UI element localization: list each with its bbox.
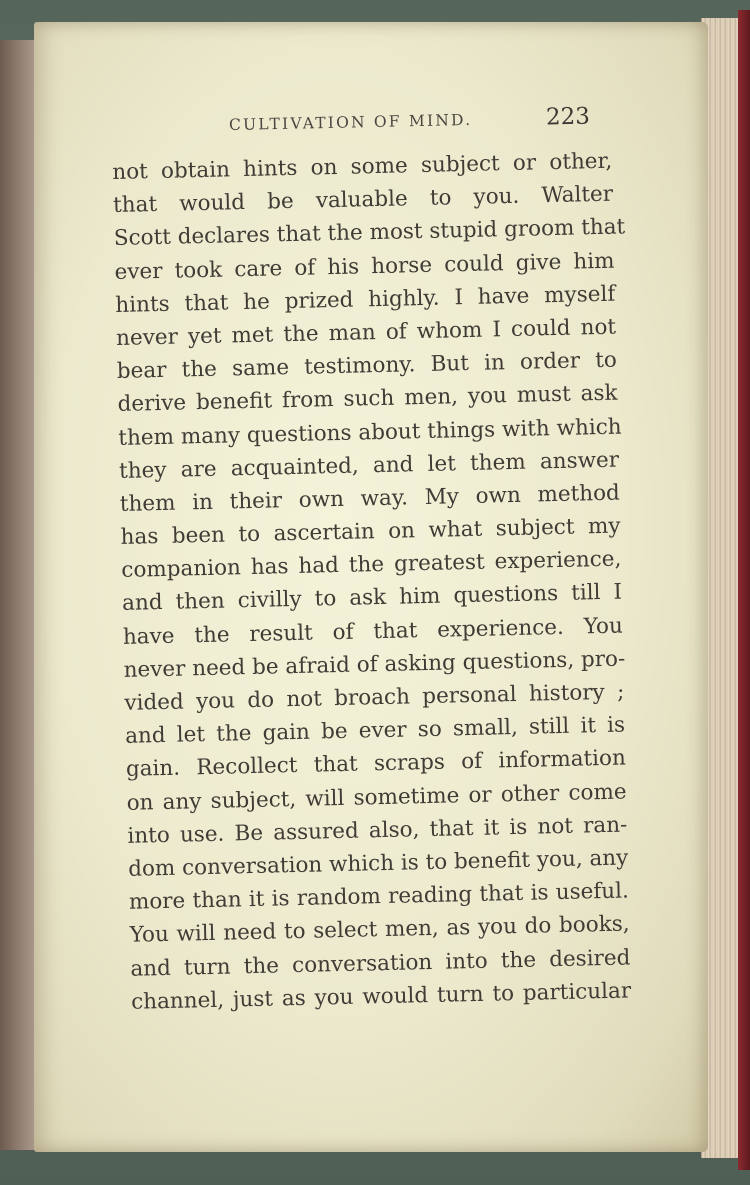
text-line: that would be valuable to you. Walter xyxy=(112,181,614,219)
book-left-cover xyxy=(0,40,36,1150)
page-number: 223 xyxy=(545,103,591,131)
text-line: hints that he prized highly. I have myself xyxy=(115,281,616,318)
text-line: and then civilly to ask him questions till I xyxy=(121,579,623,617)
text-line: channel, just as you would turn to particular xyxy=(130,978,632,1015)
body-text xyxy=(112,145,631,1019)
text-line: them many questions about things with which xyxy=(118,414,622,451)
text-line: them in their own way. My own method xyxy=(119,480,621,517)
running-title: CULTIVATION OF MIND. xyxy=(228,110,473,134)
text-line: bear the same testimony. But in order to xyxy=(116,347,618,385)
text-line: ever took care of his horse could give him xyxy=(114,248,615,285)
text-line: and let the gain be ever so small, still it is xyxy=(124,712,626,750)
text-line: more than it is random reading that is useful. xyxy=(128,878,630,915)
text-line: has been to ascertain on what subject my xyxy=(120,513,621,550)
text-line: gain. Recollect that scraps of information xyxy=(125,745,627,783)
book-right-cover xyxy=(738,10,750,1170)
text-line: never yet met the man of whom I could not xyxy=(115,314,617,351)
text-line: they are acquainted, and let them answer xyxy=(118,447,620,484)
text-line: derive benefit from such men, you must ask xyxy=(117,380,618,418)
text-line: dom conversation which is to benefit you, any xyxy=(127,845,629,882)
text-line: You will need to select men, as you do books, xyxy=(129,911,630,949)
text-line: and turn the conversation into the desired xyxy=(130,944,631,982)
text-line: never need be afraid of asking questions, pro- xyxy=(123,646,626,683)
text-line: into use. Be assured also, that it is not ran- xyxy=(127,812,628,849)
text-line: on any subject, will sometime or other come xyxy=(126,779,627,816)
book-page xyxy=(34,22,708,1152)
text-line: companion has had the greatest experience, xyxy=(121,546,622,584)
running-head xyxy=(34,104,708,144)
text-line: Scott declares that the most stupid groom that xyxy=(113,214,626,252)
text-line: not obtain hints on some subject or other, xyxy=(112,148,613,185)
text-line: have the result of that experience. You xyxy=(122,613,624,650)
text-line: vided you do not broach personal history ; xyxy=(124,679,625,716)
